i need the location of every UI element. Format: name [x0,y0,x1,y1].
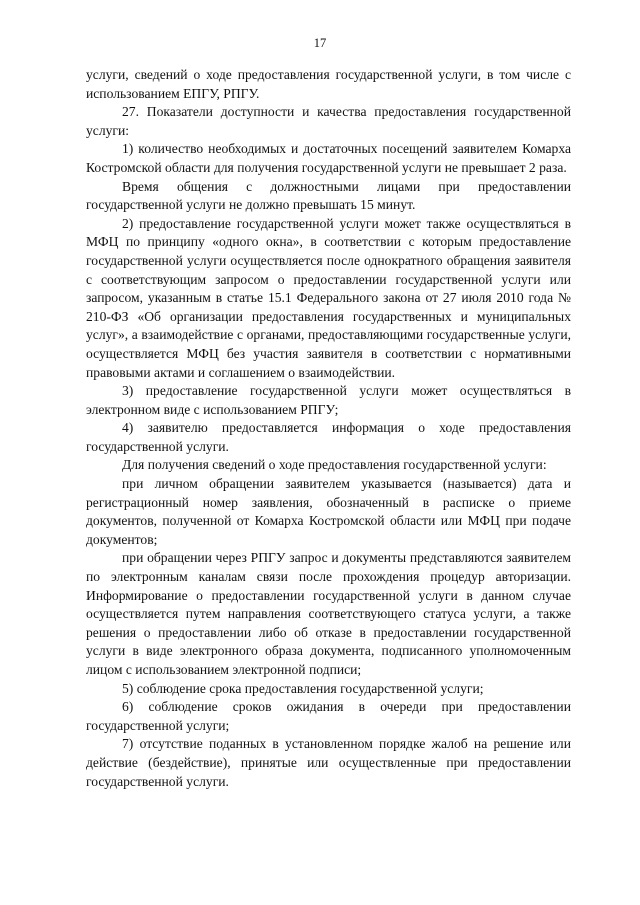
page-number: 17 [313,36,327,50]
paragraph-item-3: 3) предоставление государственной услуги может осуществляться в электронном виде с использованием РПГУ; [86,383,571,417]
paragraph-item-5: 5) соблюдение срока предоставления государственной услуги; [122,680,484,696]
paragraph-item-6: 6) соблюдение сроков ожидания в очереди при предоставлении государственной услуги; [86,699,571,733]
paragraph-item-2: 2) предоставление государственной услуги может также осуществляться в МФЦ по принципу «одного окна», в соответствии с которым предоставление государственной услуги осуществляется после однократного обращения заявителя с соответствующим запросом о предоставлении государственной услуги или запросом, указанным в статье 15.1 Федерального закона от 27 июля 2010 года № 210-ФЗ «Об организации предоставления государственных и муниципальных услуг», а взаимодействие с органами, предоставляющими государственные услуги, осуществляется МФЦ без участия заявителя в соответствии с нормативными правовыми актами и соглашением о взаимодействии. [86,215,571,380]
paragraph-communication-time: Время общения с должностными лицами при предоставлении государственной услуги не должно превышать 15 минут. [86,178,571,213]
paragraph-item-4: 4) заявителю предоставляется информация о ходе предоставления государственной услуги. [86,420,571,454]
paragraph-item-27: 27. Показатели доступности и качества предоставления государственной услуги: [86,104,571,138]
document-body [86,66,571,791]
paragraph-status-info: Для получения сведений о ходе предоставления государственной услуги: [122,457,547,473]
paragraph-personal-visit: при личном обращении заявителем указывается (называется) дата и регистрационный номер заявления, обозначенный в расписке о приеме документов, полученной от Комарха Костромской области или МФЦ при подаче документов; [86,476,571,547]
paragraph-continuation: услуги, сведений о ходе предоставления государственной услуги, в том числе с использованием ЕПГУ, РПГУ. [86,67,571,101]
paragraph-item-1: 1) количество необходимых и достаточных посещений заявителем Комарха Костромской области для получения государственной услуги не превышает 2 раза. [86,141,571,175]
paragraph-item-7: 7) отсутствие поданных в установленном порядке жалоб на решение или действие (бездействие), принятые или осуществленные при предоставлении государственной услуги. [86,736,571,789]
paragraph-online-request: при обращении через РПГУ запрос и документы представляются заявителем по электронным каналам связи после прохождения процедур авторизации. Информирование о предоставлении государственной услуги в данном случае осуществляется путем направления соответствующего статуса услуги, а также решения о предоставлении либо об отказе в предоставлении государственной услуги в виде электронного образа документа, подписанного уполномоченным лицом с использованием электронной подписи; [86,550,571,677]
